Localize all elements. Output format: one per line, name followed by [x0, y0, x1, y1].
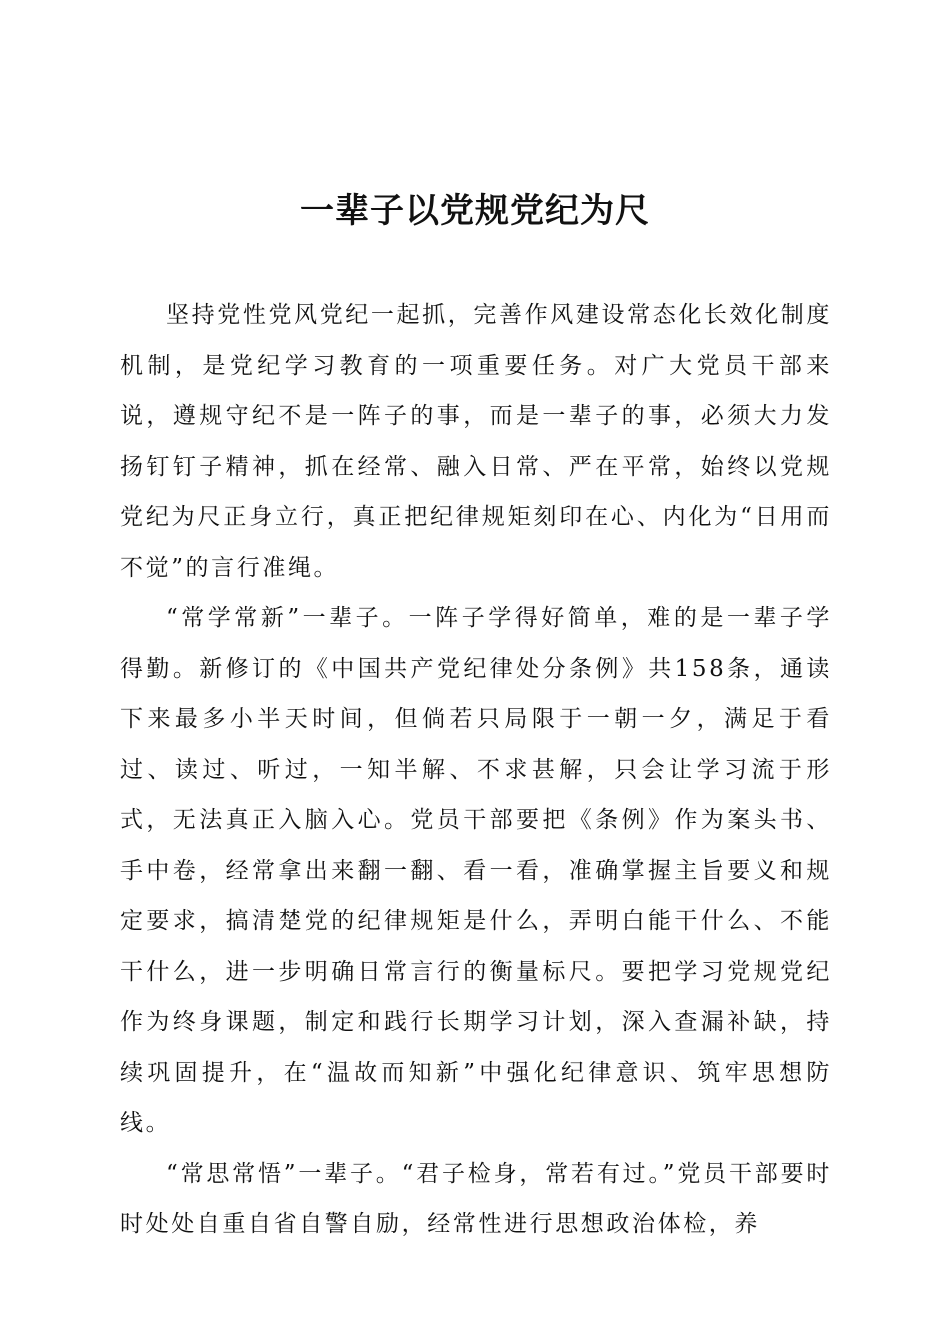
document-title: 一辈子以党规党纪为尺	[300, 191, 650, 231]
paragraph-1: 坚持党性党风党纪一起抓，完善作风建设常态化长效化制度机制，是党纪学习教育的一项重要任务。对广大党员干部来说，遵规守纪不是一阵子的事，而是一辈子的事，必须大力发扬钉钉子精神，抓在经常、融入日常、严在平常，始终以党规党纪为尺正身立行，真正把纪律规矩刻印在心、内化为“日用而不觉”的言行准绳。	[120, 302, 832, 581]
paragraph-3: “常思常悟”一辈子。“君子检身，常若有过。”党员干部要时时处处自重自省自警自励，经常性进行思想政治体检，养	[120, 1160, 832, 1237]
document-body	[120, 290, 832, 1250]
paragraph-2: “常学常新”一辈子。一阵子学得好简单，难的是一辈子学得勤。新修订的《中国共产党纪律处分条例》共158条，通读下来最多小半天时间，但倘若只局限于一朝一夕，满足于看过、读过、听过，一知半解、不求甚解，只会让学习流于形式，无法真正入脑入心。党员干部要把《条例》作为案头书、手中卷，经常拿出来翻一翻、看一看，准确掌握主旨要义和规定要求，搞清楚党的纪律规矩是什么，弄明白能干什么、不能干什么，进一步明确日常言行的衡量标尺。要把学习党规党纪作为终身课题，制定和践行长期学习计划，深入查漏补缺，持续巩固提升，在“温故而知新”中强化纪律意识、筑牢思想防线。	[120, 605, 832, 1136]
